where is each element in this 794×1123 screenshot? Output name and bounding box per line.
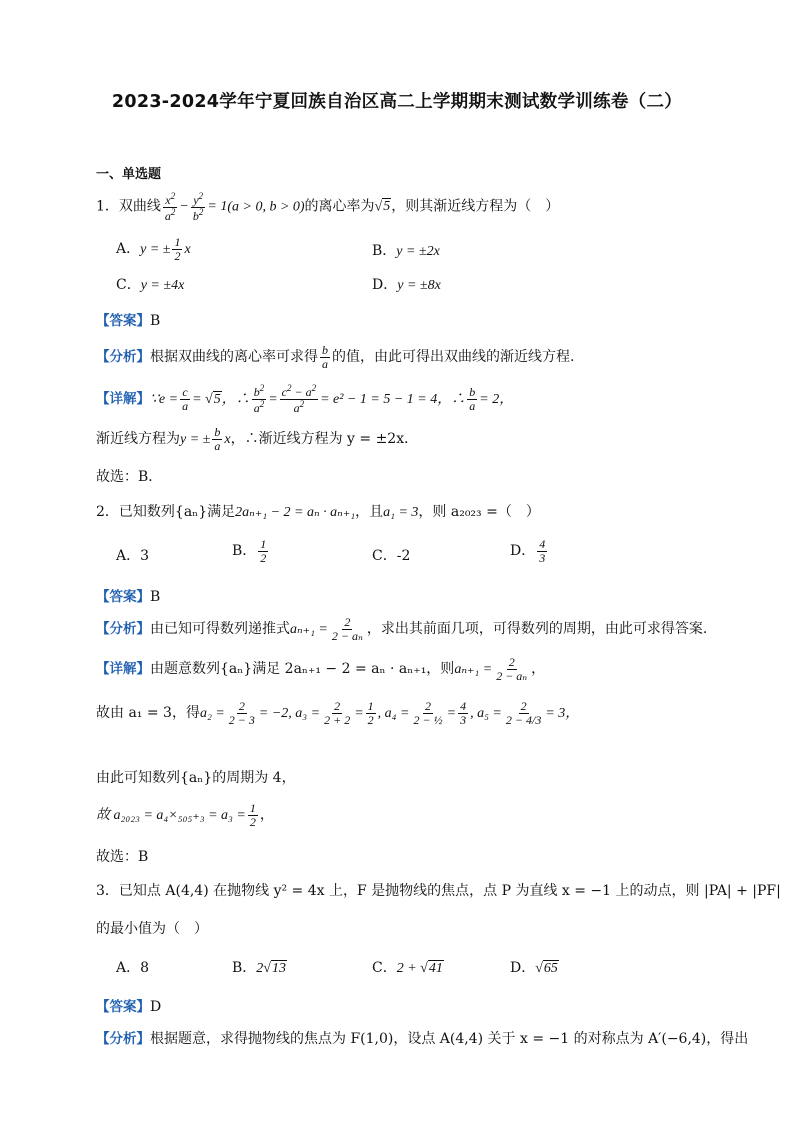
question-3-answer: 【答案】D: [96, 999, 162, 1015]
question-3-stem-2: 的最小值为（ ）: [96, 921, 208, 937]
page-title: 2023-2024学年宁夏回族自治区高二上学期期末测试数学训练卷（二）: [111, 92, 683, 112]
question-1-option-b[interactable]: B．y = ±2x: [372, 243, 440, 259]
question-1-detail: 【详解】∵e = $\frac{c}{a}$ = √5，∴ $\frac{b^2}{a^2}$ = $\frac{c^2 - a^2}{a^2}$ = e² − 1 = 5 − 1 = 4，∴ $\frac{b}{a}$ = 2，: [96, 383, 514, 415]
question-1-stem: 1．双曲线 $\frac{x^2}{a^2}$ − $\frac{y^2}{b^2}$ = 1(a > 0, b > 0)的离心率为√5，则其渐近线方程为（ ）: [96, 191, 560, 223]
question-2-choose: 故选：B: [96, 849, 149, 865]
question-2-answer: 【答案】B: [96, 589, 161, 605]
question-2-stem: 2．已知数列{aₙ}满足2aₙ₊₁ − 2 = aₙ · aₙ₊₁，且a₁ = 3，则 a₂₀₂₃ =（ ）: [96, 504, 540, 520]
question-3-analysis: 【分析】根据题意，求得抛物线的焦点为 F(1,0)，设点 A(4,4) 关于 x = −1 的对称点为 A′(−6,4)，得出: [96, 1031, 749, 1047]
question-1-answer: 【答案】B: [96, 313, 161, 329]
question-2-detail: 【详解】由题意数列{aₙ}满足 2aₙ₊₁ − 2 = aₙ · aₙ₊₁，则aₙ₊₁ = $\frac{2}{\text{2 − aₙ}}$ ，: [96, 655, 546, 683]
question-2-option-c[interactable]: C．-2: [372, 548, 411, 564]
question-1-option-a[interactable]: A．y = ± $\frac{1}{2}$ x: [116, 235, 191, 263]
question-2-option-d[interactable]: D． $\frac{4}{3}$: [510, 537, 546, 565]
question-2-period: 由此可知数列{aₙ}的周期为 4，: [96, 770, 296, 786]
question-2-detail-2: 故由 a₁ = 3，得a₂ = $\frac{2}{2 - 3}$ = −2, a₃ = $\frac{2}{2 + 2}$ = $\frac{1}{2}$ , a₄ = $\frac{2}{\text{2 − ½}}$ = $\frac{4}{3}$ , a₅ = $\frac{2}{2 - 4/3}$ = 3，: [96, 699, 580, 727]
question-1-detail-2: 渐近线方程为y = ± $\frac{b}{a}$ x，∴渐近线方程为 y = ±2x．: [96, 425, 419, 453]
question-3-option-c[interactable]: C．2 + √41: [372, 960, 443, 976]
question-2-option-b[interactable]: B． $\frac{1}{2}$: [232, 537, 267, 565]
question-1-choose: 故选：B．: [96, 469, 163, 485]
question-1-option-c[interactable]: C．y = ±4x: [116, 277, 185, 293]
question-3-option-b[interactable]: B．2√13: [232, 960, 286, 976]
question-3-option-d[interactable]: D．√65: [510, 960, 558, 976]
question-3-stem-1: 3．已知点 A(4,4) 在抛物线 y² = 4x 上，F 是抛物线的焦点，点 P 为直线 x = −1 上的动点，则 |PA| + |PF|: [96, 883, 781, 899]
question-1-analysis: 【分析】根据双曲线的离心率可求得 $\frac{b}{a}$ 的值，由此可得出双曲线的渐近线方程.: [96, 343, 575, 371]
question-2-result: 故 a₂₀₂₃ = a₄×₅₀₅₊₃ = a₃ = $\frac{1}{2}$ ，: [96, 801, 274, 829]
question-2-option-a[interactable]: A．3: [116, 548, 150, 564]
section-heading: 一、单选题: [96, 167, 162, 182]
question-3-option-a[interactable]: A．8: [116, 960, 150, 976]
question-1-option-d[interactable]: D．y = ±8x: [372, 277, 441, 293]
question-2-analysis: 【分析】由已知可得数列递推式aₙ₊₁ = $\frac{2}{\text{2 − aₙ}}$ ，求出其前面几项，可得数列的周期，由此可求得答案.: [96, 615, 708, 643]
